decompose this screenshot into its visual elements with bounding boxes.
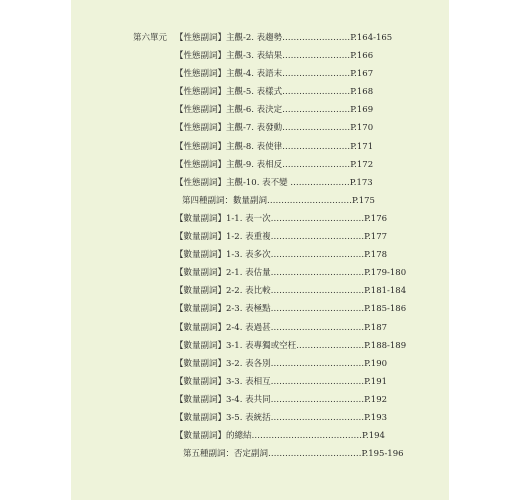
toc-entry-text: 【性態副詞】主觀-9. 表相反……………………: [175, 159, 351, 170]
toc-entry: [71, 68, 449, 80]
toc-entry: [71, 32, 449, 44]
toc-entry-page: P.171: [350, 141, 374, 152]
toc-entry-page: P.187: [364, 322, 388, 333]
toc-entry-text: 【數量副詞】3-5. 表統括……………………………: [175, 412, 365, 423]
toc-entry: [71, 376, 449, 388]
unit-label: 第六單元: [133, 33, 168, 43]
toc-entry: [71, 322, 449, 334]
toc-entry-text: 【性態副詞】主觀-5. 表樣式……………………: [175, 87, 351, 98]
toc-entry-text: 【性態副詞】主觀-7. 表發動……………………: [175, 123, 351, 134]
toc-entry-text: 【數量副詞】3-2. 表各別……………………………: [175, 358, 365, 369]
toc-entry-page: P.192: [364, 394, 388, 405]
toc-entry-text: 【數量副詞】3-3. 表相互……………………………: [175, 376, 365, 387]
toc-entry-text: 【數量副詞】2-4. 表過甚……………………………: [175, 322, 365, 333]
toc-entry: [71, 50, 449, 62]
toc-entry-page: P.175: [352, 195, 375, 206]
toc-entry-text: 【性態副詞】主觀-8. 表使律……………………: [175, 141, 351, 152]
toc-entry-page: P.179-180: [364, 268, 407, 279]
toc-entry: [71, 231, 449, 243]
toc-entry-page: P.168: [350, 87, 374, 98]
toc-entry-page: P.172: [350, 159, 374, 170]
toc-entry: [71, 412, 449, 424]
toc-entry-text: 【數量副詞】2-2. 表比較……………………………: [175, 286, 365, 297]
toc-entry: [71, 159, 449, 171]
toc-entry: [71, 394, 449, 406]
toc-entry: [71, 340, 449, 352]
toc-entry-page: P.188-189: [364, 340, 407, 351]
toc-entry-page: P.169: [350, 105, 374, 116]
toc-entry: [71, 86, 449, 98]
toc-entry: [71, 285, 449, 297]
toc-entry-text: 【性態副詞】主觀-3. 表結果……………………: [175, 51, 351, 62]
toc-entry: [71, 141, 449, 153]
toc-entry: [71, 177, 449, 189]
toc-entry-page: P.177: [364, 232, 388, 243]
toc-entry-text: 【數量副詞】3-1. 表專獨或空枉……………………: [175, 340, 365, 351]
toc-entry: [71, 249, 449, 261]
document-page: [71, 0, 449, 500]
toc-entry-text: 【性態副詞】主觀-2. 表趨勢……………………: [175, 33, 351, 43]
toc-entry-page: P.173: [349, 177, 373, 188]
toc-entry: [71, 104, 449, 116]
toc-entry-text: 【數量副詞】1-1. 表一次……………………………: [175, 213, 365, 224]
table-of-contents: [71, 32, 449, 466]
toc-entry-page: P.164-165: [350, 33, 393, 43]
toc-entry-text: 【數量副詞】1-3. 表多次……………………………: [175, 250, 365, 261]
toc-entry-page: P.181-184: [364, 286, 407, 297]
toc-entry-text: 【數量副詞】3-4. 表共同……………………………: [175, 394, 365, 405]
toc-entry: [71, 213, 449, 225]
toc-entry: [71, 195, 449, 207]
toc-entry: [71, 430, 449, 442]
toc-entry-page: P.185-186: [364, 304, 407, 315]
toc-entry-text: 【性態副詞】主觀-10. 表不變 …………………: [175, 177, 350, 188]
toc-entry-text: 【數量副詞】的總結…………………………………: [175, 431, 363, 442]
toc-entry-page: P.167: [350, 69, 374, 80]
toc-entry-page: P.191: [364, 376, 388, 387]
toc-entry-text: 【性態副詞】主觀-6. 表決定……………………: [175, 105, 351, 116]
toc-entry: [71, 448, 449, 460]
toc-entry-text: 【數量副詞】2-3. 表極點……………………………: [175, 304, 365, 315]
toc-entry-page: P.166: [350, 51, 374, 62]
toc-entry-page: P.194: [362, 431, 385, 442]
toc-entry-text: 【數量副詞】2-1. 表估量……………………………: [175, 268, 365, 279]
toc-entry: [71, 122, 449, 134]
toc-entry-page: P.195-196: [361, 449, 404, 460]
toc-entry: [71, 358, 449, 370]
toc-entry-page: P.170: [350, 123, 374, 134]
toc-entry-page: P.190: [364, 358, 388, 369]
toc-entry: [71, 267, 449, 279]
toc-entry-text: 第五種副詞：否定副詞……………………………: [183, 449, 362, 460]
toc-entry: [71, 303, 449, 315]
toc-entry-text: 【數量副詞】1-2. 表重複……………………………: [175, 232, 365, 243]
toc-entry-text: 【性態副詞】主觀-4. 表語末……………………: [175, 69, 351, 80]
toc-entry-text: 第四種副詞：數量副詞…………………………: [182, 195, 353, 206]
toc-entry-page: P.193: [364, 412, 388, 423]
toc-entry-page: P.178: [364, 250, 388, 261]
toc-entry-page: P.176: [364, 213, 388, 224]
